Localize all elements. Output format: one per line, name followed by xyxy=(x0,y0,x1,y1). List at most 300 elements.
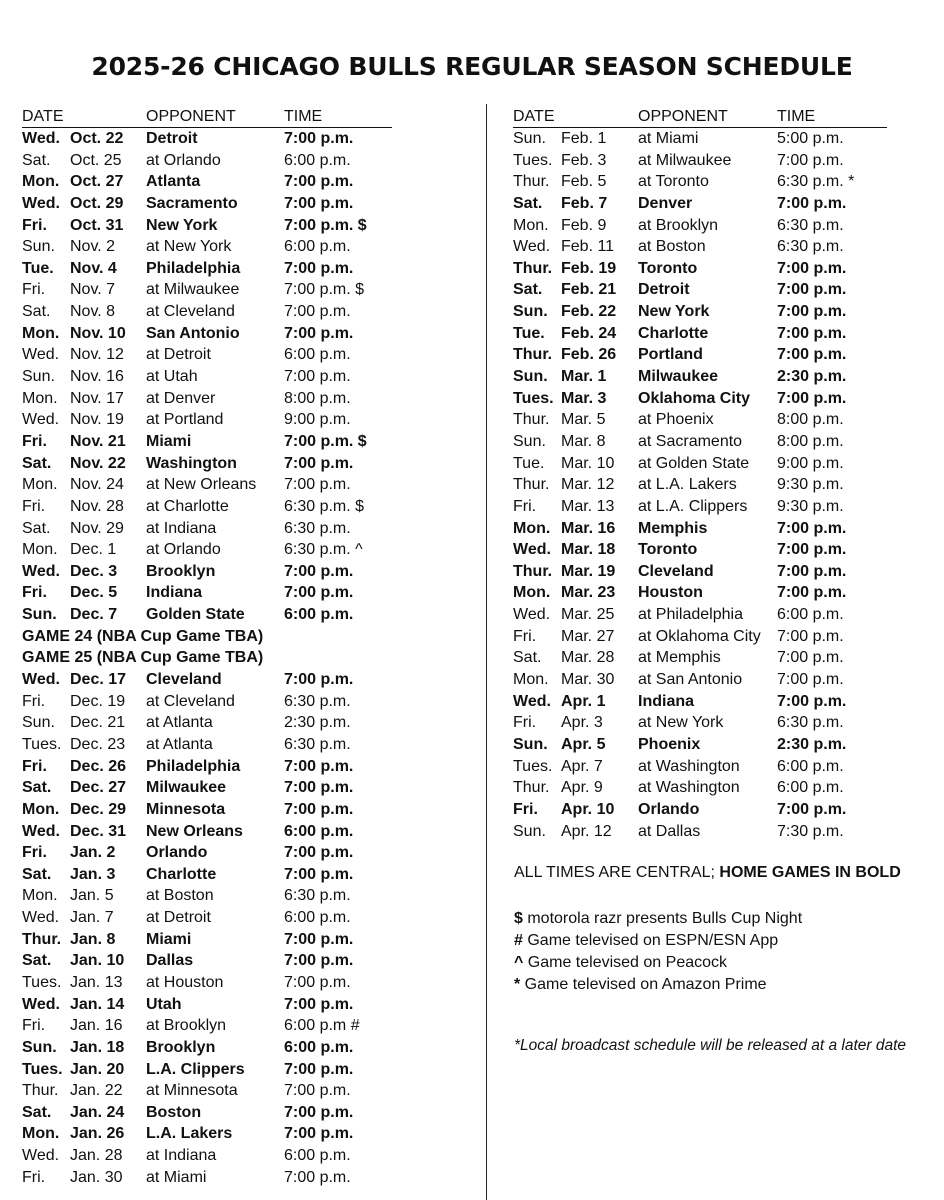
game-opponent: at Indiana xyxy=(146,519,217,537)
game-opponent: New York xyxy=(146,216,218,234)
game-opponent: at Milwaukee xyxy=(146,281,240,299)
game-row xyxy=(513,431,887,453)
game-time: 7:00 p.m. xyxy=(284,844,354,862)
game-row xyxy=(513,582,887,604)
game-day: Sat. xyxy=(22,454,52,472)
game-row xyxy=(513,258,887,280)
game-day: Tues. xyxy=(22,973,62,991)
game-row xyxy=(22,171,392,193)
game-opponent: at Milwaukee xyxy=(638,151,732,169)
game-row xyxy=(22,561,392,583)
game-time: 7:00 p.m. xyxy=(284,324,354,342)
game-row xyxy=(22,431,392,453)
game-date: Feb. 5 xyxy=(561,173,607,191)
game-row xyxy=(22,950,392,972)
game-date: Jan. 5 xyxy=(70,887,114,905)
game-date: Jan. 16 xyxy=(70,1017,123,1035)
game-day: Fri. xyxy=(22,692,46,710)
game-date: Feb. 19 xyxy=(561,259,617,277)
game-opponent: at New Orleans xyxy=(146,476,257,494)
game-date: Apr. 7 xyxy=(561,757,603,775)
game-day: Wed. xyxy=(22,995,60,1013)
game-day: Mon. xyxy=(22,1125,60,1143)
game-time: 7:00 p.m. xyxy=(284,1125,354,1143)
game-date: Nov. 22 xyxy=(70,454,126,472)
game-day: Sat. xyxy=(513,194,543,212)
game-opponent: New Orleans xyxy=(146,822,243,840)
game-date: Dec. 3 xyxy=(70,562,118,580)
game-date: Jan. 24 xyxy=(70,1103,125,1121)
game-day: Tues. xyxy=(22,735,62,753)
game-opponent: at Atlanta xyxy=(146,735,213,753)
game-day: Fri. xyxy=(22,281,46,299)
game-time: 7:00 p.m. xyxy=(777,519,847,537)
game-row xyxy=(22,1080,392,1102)
game-row xyxy=(22,279,392,301)
game-row xyxy=(22,128,392,150)
game-date: Apr. 5 xyxy=(561,735,606,753)
game-time: 7:00 p.m. xyxy=(284,930,354,948)
game-time: 7:00 p.m. xyxy=(284,865,354,883)
legend-item xyxy=(514,974,802,996)
home-games-bold-note: HOME GAMES IN BOLD xyxy=(719,864,901,881)
game-opponent: Oklahoma City xyxy=(638,389,751,407)
legend-text: Game televised on ESPN/ESN App xyxy=(522,932,779,949)
game-opponent: Houston xyxy=(638,584,703,602)
game-time: 7:00 p.m. xyxy=(284,1060,354,1078)
game-time: 7:00 p.m. xyxy=(284,368,351,386)
game-day: Sat. xyxy=(22,779,52,797)
game-opponent: Milwaukee xyxy=(146,779,227,797)
game-row xyxy=(22,799,392,821)
game-date: Dec. 26 xyxy=(70,757,127,775)
game-date: Nov. 17 xyxy=(70,389,124,407)
game-date: Jan. 20 xyxy=(70,1060,125,1078)
game-day: Sun. xyxy=(513,822,546,840)
game-time: 7:30 p.m. xyxy=(777,822,844,840)
game-opponent: at Phoenix xyxy=(638,411,714,429)
column-divider xyxy=(486,104,487,1200)
game-time: 6:00 p.m. xyxy=(777,779,844,797)
schedule-note-row xyxy=(22,626,392,648)
game-day: Wed. xyxy=(22,130,60,147)
game-row xyxy=(22,409,392,431)
legend-text: Game televised on Amazon Prime xyxy=(520,976,767,993)
game-day: Tues. xyxy=(513,389,554,407)
game-date: Feb. 22 xyxy=(561,303,617,321)
game-time: 7:00 p.m. xyxy=(777,151,844,169)
game-time: 7:00 p.m. xyxy=(777,281,847,299)
game-time: 5:00 p.m. xyxy=(777,130,844,147)
game-opponent: Portland xyxy=(638,346,703,364)
game-row xyxy=(513,366,887,388)
game-day: Fri. xyxy=(513,800,538,818)
game-date: Feb. 11 xyxy=(561,238,615,256)
game-row xyxy=(22,972,392,994)
game-row xyxy=(22,301,392,323)
game-day: Wed. xyxy=(22,671,60,689)
game-opponent: Boston xyxy=(146,1103,202,1121)
game-date: Mar. 1 xyxy=(561,368,607,386)
game-opponent: Charlotte xyxy=(638,324,709,342)
game-row xyxy=(22,258,392,280)
game-row xyxy=(22,1037,392,1059)
game-row xyxy=(22,150,392,172)
game-time: 7:00 p.m. xyxy=(777,324,847,342)
game-time: 6:00 p.m # xyxy=(284,1017,360,1035)
game-opponent: at Miami xyxy=(146,1168,207,1186)
game-time: 7:00 p.m. xyxy=(777,389,847,407)
game-time: 7:00 p.m. xyxy=(284,995,354,1013)
game-time: 7:00 p.m. xyxy=(284,1103,354,1121)
game-row xyxy=(513,279,887,301)
game-date: Oct. 31 xyxy=(70,216,124,234)
game-date: Apr. 3 xyxy=(561,714,603,732)
legend-symbol: ^ xyxy=(514,954,524,971)
game-row xyxy=(513,777,887,799)
game-day: Wed. xyxy=(22,822,60,840)
game-opponent: at Portland xyxy=(146,411,224,429)
game-opponent: at Toronto xyxy=(638,173,709,191)
game-opponent: at Golden State xyxy=(638,454,750,472)
game-date: Feb. 3 xyxy=(561,151,607,169)
game-row xyxy=(513,496,887,518)
game-time: 6:00 p.m. xyxy=(284,909,351,927)
game-opponent: at Washington xyxy=(638,779,740,797)
time-header: TIME xyxy=(284,108,323,125)
game-day: Thur. xyxy=(513,562,553,580)
game-date: Nov. 29 xyxy=(70,519,124,537)
game-date: Jan. 7 xyxy=(70,909,114,927)
game-time: 6:00 p.m. xyxy=(284,822,354,840)
game-time: 7:00 p.m. $ xyxy=(284,281,365,299)
game-time: 6:00 p.m. xyxy=(284,606,354,624)
game-row xyxy=(513,669,887,691)
game-day: Wed. xyxy=(22,411,60,429)
game-row xyxy=(22,994,392,1016)
game-date: Mar. 13 xyxy=(561,497,615,515)
game-row xyxy=(22,1059,392,1081)
game-date: Jan. 8 xyxy=(70,930,116,948)
game-day: Mon. xyxy=(513,519,551,537)
game-opponent: Toronto xyxy=(638,259,698,277)
game-time: 7:00 p.m. $ xyxy=(284,216,367,234)
game-row xyxy=(513,734,887,756)
game-time: 7:00 p.m. xyxy=(777,649,844,667)
game-day: Sat. xyxy=(22,151,51,169)
game-date: Dec. 1 xyxy=(70,541,117,559)
game-time: 7:00 p.m. xyxy=(777,671,844,689)
game-day: Thur. xyxy=(513,259,553,277)
game-row xyxy=(22,193,392,215)
game-row xyxy=(513,756,887,778)
game-row xyxy=(22,388,392,410)
game-day: Tues. xyxy=(513,757,553,775)
game-date: Mar. 30 xyxy=(561,671,615,689)
game-date: Dec. 21 xyxy=(70,714,126,732)
game-day: Sun. xyxy=(22,238,55,256)
game-date: Nov. 12 xyxy=(70,346,124,364)
game-opponent: at San Antonio xyxy=(638,671,743,689)
game-opponent: at Utah xyxy=(146,368,198,386)
game-date: Mar. 28 xyxy=(561,649,615,667)
game-opponent: Denver xyxy=(638,194,693,212)
game-date: Mar. 23 xyxy=(561,584,616,602)
game-opponent: Utah xyxy=(146,995,182,1013)
local-broadcast-note: *Local broadcast schedule will be released at a later date xyxy=(514,1037,907,1054)
game-time: 7:00 p.m. xyxy=(284,194,354,212)
game-opponent: Miami xyxy=(146,930,192,948)
game-day: Sun. xyxy=(513,735,548,753)
game-date: Mar. 27 xyxy=(561,627,615,645)
game-opponent: at Indiana xyxy=(146,1147,217,1165)
game-row xyxy=(513,539,887,561)
game-opponent: at Cleveland xyxy=(146,303,235,321)
schedule-note-row xyxy=(22,647,392,669)
game-day: Sun. xyxy=(22,1038,57,1056)
game-opponent: Atlanta xyxy=(146,173,201,191)
game-day: Wed. xyxy=(513,541,551,559)
game-day: Wed. xyxy=(22,194,60,212)
game-day: Fri. xyxy=(22,1168,46,1186)
game-time: 6:30 p.m. xyxy=(284,519,351,537)
game-time: 7:00 p.m. xyxy=(284,303,351,321)
game-day: Tues. xyxy=(22,1060,63,1078)
game-day: Fri. xyxy=(22,757,47,775)
game-time: 8:00 p.m. xyxy=(777,432,844,450)
game-date: Nov. 7 xyxy=(70,281,116,299)
game-row xyxy=(513,323,887,345)
game-day: Sun. xyxy=(22,606,57,624)
game-day: Thur. xyxy=(513,476,550,494)
game-day: Wed. xyxy=(22,1147,60,1165)
game-time: 6:00 p.m. xyxy=(284,1147,351,1165)
game-day: Mon. xyxy=(513,216,549,234)
game-opponent: Orlando xyxy=(146,844,208,862)
game-date: Feb. 21 xyxy=(561,281,617,299)
game-time: 7:00 p.m. xyxy=(284,800,354,818)
game-date: Feb. 7 xyxy=(561,194,608,212)
game-row xyxy=(22,344,392,366)
game-day: Sun. xyxy=(513,303,548,321)
game-opponent: Milwaukee xyxy=(638,368,719,386)
opponent-header: OPPONENT xyxy=(146,108,236,125)
time-header: TIME xyxy=(777,108,816,125)
game-date: Nov. 4 xyxy=(70,259,117,277)
legend xyxy=(514,908,802,996)
game-row xyxy=(22,1167,392,1189)
game-time: 6:30 p.m. $ xyxy=(284,497,365,515)
game-row xyxy=(22,864,392,886)
game-opponent: Minnesota xyxy=(146,800,226,818)
game-time: 7:00 p.m. xyxy=(284,562,354,580)
game-time: 7:00 p.m. xyxy=(777,346,847,364)
game-opponent: at L.A. Clippers xyxy=(638,497,748,515)
game-time: 8:00 p.m. xyxy=(284,389,351,407)
game-row xyxy=(513,474,887,496)
game-opponent: Phoenix xyxy=(638,735,701,753)
legend-symbol: * xyxy=(514,976,521,993)
game-time: 7:00 p.m. xyxy=(284,130,354,147)
game-opponent: Memphis xyxy=(638,519,708,537)
game-time: 6:00 p.m. xyxy=(284,238,351,256)
game-day: Sat. xyxy=(22,1103,52,1121)
game-opponent: Detroit xyxy=(638,281,690,299)
game-time: 6:00 p.m. xyxy=(777,757,844,775)
game-date: Oct. 25 xyxy=(70,151,122,169)
column-header xyxy=(22,107,392,128)
game-date: Jan. 2 xyxy=(70,844,116,862)
game-day: Mon. xyxy=(22,541,58,559)
game-opponent: at Detroit xyxy=(146,346,211,364)
game-row xyxy=(22,215,392,237)
game-opponent: at Cleveland xyxy=(146,692,235,710)
game-row xyxy=(22,539,392,561)
game-row xyxy=(513,712,887,734)
game-time: 6:00 p.m. xyxy=(284,1038,354,1056)
game-opponent: at Minnesota xyxy=(146,1082,238,1100)
game-date: Jan. 10 xyxy=(70,952,125,970)
game-opponent: at New York xyxy=(146,238,232,256)
game-date: Dec. 19 xyxy=(70,692,126,710)
game-date: Feb. 26 xyxy=(561,346,617,364)
game-row xyxy=(22,496,392,518)
game-date: Nov. 28 xyxy=(70,497,124,515)
game-date: Mar. 18 xyxy=(561,541,616,559)
game-time: 6:30 p.m. xyxy=(777,714,844,732)
game-time: 7:00 p.m. xyxy=(777,194,847,212)
game-day: Sun. xyxy=(22,368,55,386)
game-row xyxy=(22,712,392,734)
game-opponent: at Denver xyxy=(146,389,216,407)
game-date: Dec. 23 xyxy=(70,735,126,753)
game-row xyxy=(22,842,392,864)
game-time: 2:30 p.m. xyxy=(777,368,847,386)
game-opponent: at Boston xyxy=(638,238,706,256)
game-time: 7:00 p.m. xyxy=(284,173,354,191)
game-row xyxy=(22,474,392,496)
game-day: Fri. xyxy=(22,584,47,602)
game-opponent: Cleveland xyxy=(146,671,222,689)
game-day: Wed. xyxy=(513,606,551,624)
game-time: 7:00 p.m. xyxy=(777,303,847,321)
game-date: Mar. 10 xyxy=(561,454,615,472)
game-time: 7:00 p.m. xyxy=(284,584,354,602)
game-opponent: Brooklyn xyxy=(146,562,216,580)
game-row xyxy=(513,409,887,431)
game-opponent: at Orlando xyxy=(146,541,221,559)
game-date: Jan. 13 xyxy=(70,973,123,991)
game-date: Apr. 10 xyxy=(561,800,615,818)
game-row xyxy=(513,388,887,410)
game-row xyxy=(513,215,887,237)
game-date: Nov. 24 xyxy=(70,476,124,494)
game-date: Feb. 9 xyxy=(561,216,607,234)
game-time: 7:00 p.m. xyxy=(284,1168,351,1186)
game-date: Mar. 5 xyxy=(561,411,606,429)
game-time: 6:30 p.m. xyxy=(284,887,351,905)
game-opponent: Philadelphia xyxy=(146,757,241,775)
game-row xyxy=(22,691,392,713)
game-row xyxy=(22,777,392,799)
date-header: DATE xyxy=(513,108,555,125)
game-row xyxy=(513,301,887,323)
game-time: 6:30 p.m. ^ xyxy=(284,541,363,559)
game-row xyxy=(22,604,392,626)
game-opponent: L.A. Clippers xyxy=(146,1060,245,1078)
game-date: Apr. 9 xyxy=(561,779,603,797)
game-time: 8:00 p.m. xyxy=(777,411,844,429)
game-time: 7:00 p.m. xyxy=(284,259,354,277)
game-time: 2:30 p.m. xyxy=(777,735,847,753)
game-date: Oct. 27 xyxy=(70,173,124,191)
game-opponent: Miami xyxy=(146,432,192,450)
game-day: Sat. xyxy=(22,303,51,321)
game-opponent: at Brooklyn xyxy=(146,1017,227,1035)
game-row xyxy=(22,1102,392,1124)
legend-symbol: # xyxy=(514,932,523,949)
legend-item xyxy=(514,952,802,974)
game-row xyxy=(22,1145,392,1167)
game-time: 6:00 p.m. xyxy=(284,346,351,364)
game-time: 6:30 p.m. xyxy=(777,238,844,256)
game-day: Thur. xyxy=(22,1082,59,1100)
legend-item xyxy=(514,908,802,930)
game-date: Jan. 3 xyxy=(70,865,116,883)
game-opponent: at Miami xyxy=(638,130,699,147)
game-opponent: Dallas xyxy=(146,952,194,970)
game-row xyxy=(22,885,392,907)
game-date: Dec. 5 xyxy=(70,584,118,602)
game-time: 9:30 p.m. xyxy=(777,476,844,494)
game-date: Nov. 19 xyxy=(70,411,124,429)
game-time: 6:30 p.m. * xyxy=(777,173,855,191)
game-day: Fri. xyxy=(513,627,537,645)
game-row xyxy=(22,1123,392,1145)
game-row xyxy=(22,734,392,756)
game-day: Wed. xyxy=(513,692,551,710)
game-opponent: Toronto xyxy=(638,541,698,559)
game-date: Nov. 10 xyxy=(70,324,126,342)
game-date: Jan. 18 xyxy=(70,1038,125,1056)
game-day: Thur. xyxy=(22,930,62,948)
game-opponent: Charlotte xyxy=(146,865,217,883)
game-row xyxy=(513,344,887,366)
game-opponent: San Antonio xyxy=(146,324,240,342)
game-opponent: Indiana xyxy=(146,584,203,602)
game-day: Sun. xyxy=(513,130,546,147)
game-time: 7:00 p.m. xyxy=(777,692,847,710)
game-row xyxy=(513,647,887,669)
game-time: 2:30 p.m. xyxy=(284,714,351,732)
game-day: Fri. xyxy=(22,1017,46,1035)
game-day: Tue. xyxy=(22,259,54,277)
game-time: 7:00 p.m. xyxy=(284,1082,351,1100)
game-day: Wed. xyxy=(22,346,60,364)
game-time: 7:00 p.m. xyxy=(284,476,351,494)
game-day: Fri. xyxy=(22,844,47,862)
game-time: 6:30 p.m. xyxy=(284,692,351,710)
game-day: Sat. xyxy=(513,649,542,667)
game-date: Jan. 26 xyxy=(70,1125,125,1143)
game-row xyxy=(513,236,887,258)
game-day: Tues. xyxy=(513,151,553,169)
game-time: 6:00 p.m. xyxy=(777,606,844,624)
game-date: Oct. 29 xyxy=(70,194,124,212)
game-date: Dec. 29 xyxy=(70,800,127,818)
game-day: Mon. xyxy=(22,389,58,407)
game-opponent: at Charlotte xyxy=(146,497,229,515)
